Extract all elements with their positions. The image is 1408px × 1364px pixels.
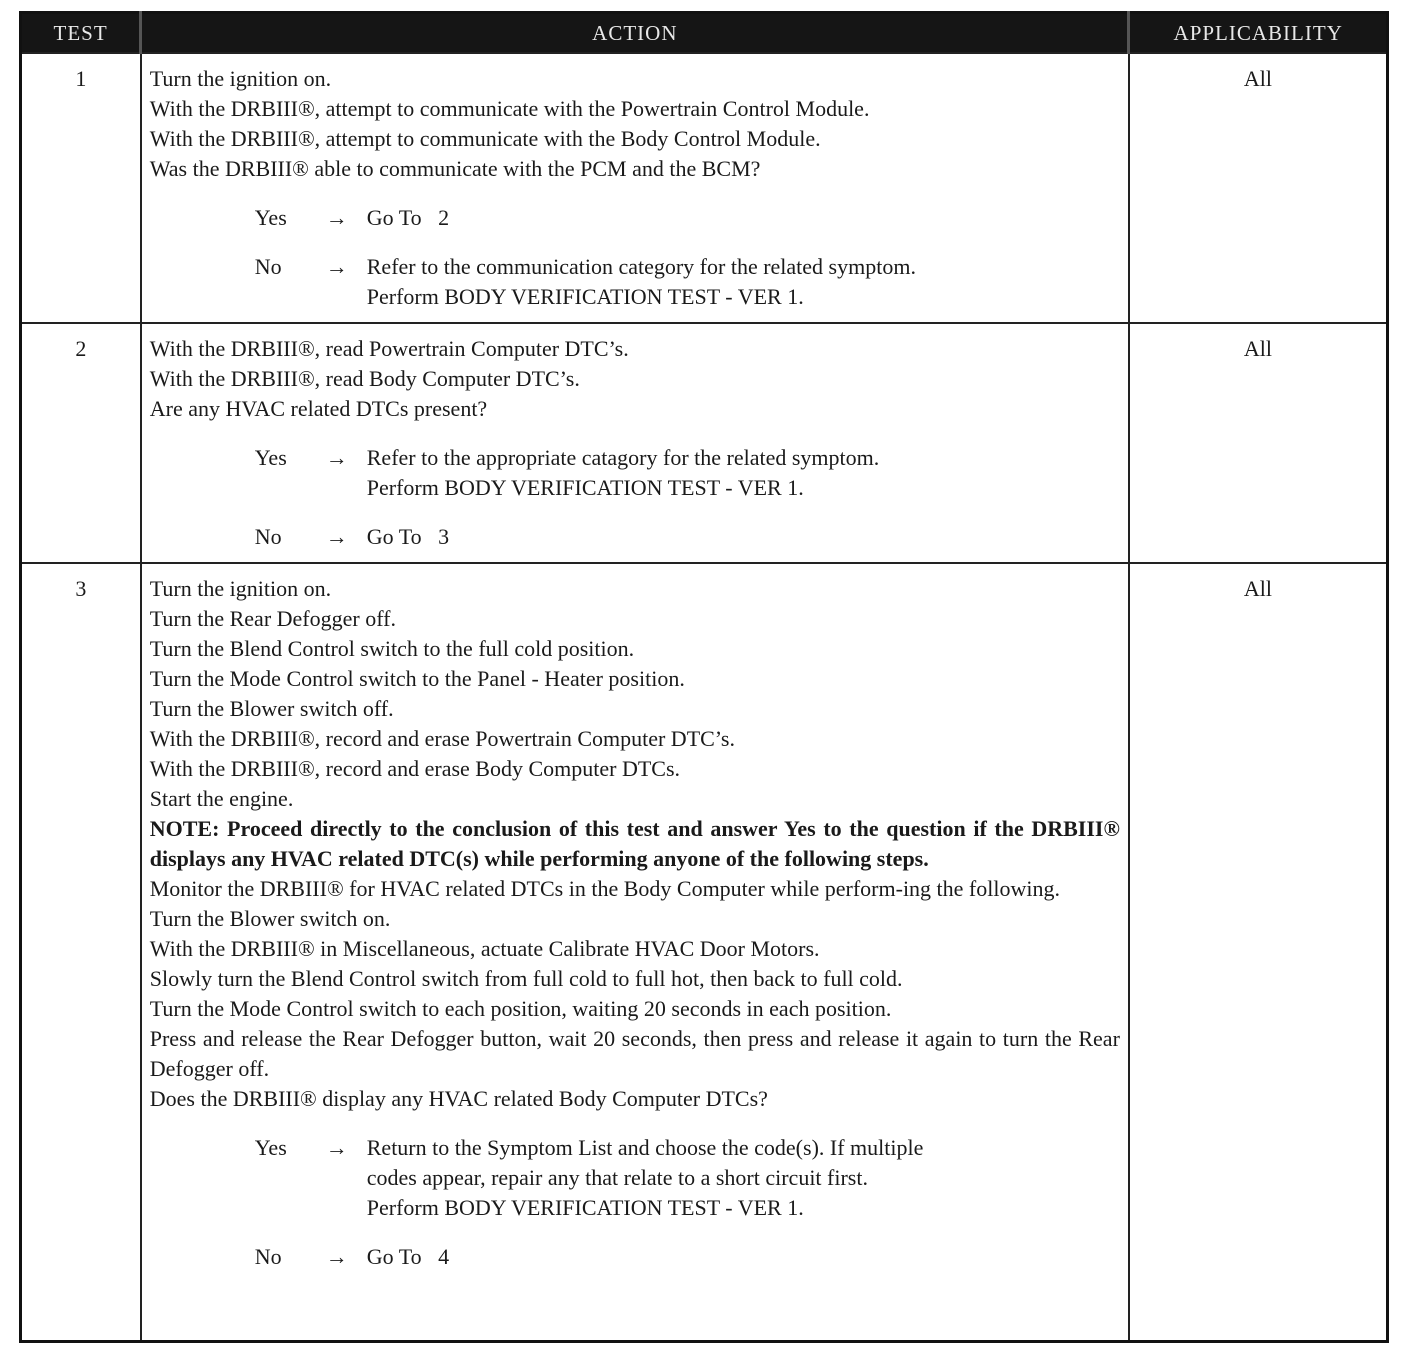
- yes-outcome: [150, 443, 1120, 503]
- yes-result: Refer to the appropriate catagory for the related symptom.: [366, 445, 880, 470]
- header-applicability: APPLICABILITY: [1129, 13, 1388, 54]
- action-line: Turn the ignition on.: [149, 66, 332, 91]
- yes-result: Perform BODY VERIFICATION TEST - VER 1.: [366, 1195, 804, 1220]
- applicability-value: All: [1243, 66, 1273, 91]
- test-number: 2: [75, 336, 87, 361]
- table-row: [21, 323, 1388, 563]
- action-line: Turn the Rear Defogger off.: [149, 606, 396, 631]
- diagnostic-test-table: [19, 11, 1389, 1343]
- arrow-icon: →: [325, 254, 348, 279]
- yes-label: Yes: [254, 205, 287, 230]
- action-line: With the DRBIII®, attempt to communicate with the Powertrain Control Module.: [149, 96, 870, 121]
- action-line: Press and release the Rear Defogger button, wait 20 seconds, then press and release it again to turn the Rear Defogger off.: [149, 1026, 1120, 1081]
- action-line: With the DRBIII®, read Body Computer DTC’s.: [149, 366, 580, 391]
- table-row: [21, 563, 1388, 1341]
- action-line: With the DRBIII®, read Powertrain Computer DTC’s.: [149, 336, 629, 361]
- action-line: With the DRBIII®, record and erase Powertrain Computer DTC’s.: [149, 726, 735, 751]
- arrow-icon: →: [325, 524, 348, 549]
- header-test: TEST: [21, 13, 141, 54]
- action-cell: [141, 323, 1129, 563]
- yes-result: Go To 2: [366, 205, 450, 230]
- action-line: Was the DRBIII® able to communicate with the PCM and the BCM?: [149, 156, 761, 181]
- test-number: 1: [75, 66, 87, 91]
- applicability-cell: [1129, 323, 1388, 563]
- action-line: Turn the Blend Control switch to the full cold position.: [149, 636, 635, 661]
- action-line: Monitor the DRBIII® for HVAC related DTCs in the Body Computer while perform-ing the following.: [149, 876, 1060, 901]
- applicability-value: All: [1243, 576, 1273, 601]
- action-line: Turn the Blower switch on.: [149, 906, 391, 931]
- test-number: 3: [75, 576, 87, 601]
- arrow-icon: →: [325, 205, 348, 230]
- action-line: Turn the ignition on.: [149, 576, 332, 601]
- action-line: With the DRBIII® in Miscellaneous, actuate Calibrate HVAC Door Motors.: [149, 936, 820, 961]
- no-result: Go To 4: [366, 1244, 450, 1269]
- applicability-cell: [1129, 563, 1388, 1341]
- action-line: Does the DRBIII® display any HVAC related Body Computer DTCs?: [149, 1086, 768, 1111]
- yes-result: Return to the Symptom List and choose the code(s). If multiple: [366, 1135, 924, 1160]
- no-outcome: [150, 522, 1120, 552]
- no-outcome: [150, 1242, 1120, 1272]
- test-number-cell: [21, 53, 141, 323]
- yes-label: Yes: [254, 445, 287, 470]
- no-label: No: [254, 524, 282, 549]
- action-line: With the DRBIII®, record and erase Body Computer DTCs.: [149, 756, 681, 781]
- no-result: Refer to the communication category for the related symptom.: [366, 254, 916, 279]
- note-text: NOTE: Proceed directly to the conclusion of this test and answer Yes to the question if the DRBIII® displays any HVAC related DTC(s) while performing anyone of the following steps.: [149, 816, 1120, 871]
- table-row: [21, 53, 1388, 323]
- yes-label: Yes: [254, 1135, 287, 1160]
- action-line: Turn the Mode Control switch to each position, waiting 20 seconds in each position.: [149, 996, 892, 1021]
- action-cell: [141, 563, 1129, 1341]
- yes-outcome: [150, 203, 1120, 233]
- yes-result: Perform BODY VERIFICATION TEST - VER 1.: [366, 475, 804, 500]
- action-line: Turn the Mode Control switch to the Panel - Heater position.: [149, 666, 685, 691]
- table-header-row: [21, 13, 1388, 54]
- no-label: No: [254, 254, 282, 279]
- arrow-icon: →: [325, 1244, 348, 1269]
- action-line: Are any HVAC related DTCs present?: [149, 396, 488, 421]
- yes-outcome: [150, 1133, 1120, 1223]
- action-line: Start the engine.: [149, 786, 294, 811]
- no-label: No: [254, 1244, 282, 1269]
- applicability-value: All: [1243, 336, 1273, 361]
- test-number-cell: [21, 323, 141, 563]
- yes-result: codes appear, repair any that relate to a short circuit first.: [366, 1165, 868, 1190]
- no-result: Go To 3: [366, 524, 450, 549]
- test-number-cell: [21, 563, 141, 1341]
- action-line: Slowly turn the Blend Control switch from full cold to full hot, then back to full cold.: [149, 966, 903, 991]
- no-outcome: [150, 252, 1120, 312]
- action-cell: [141, 53, 1129, 323]
- arrow-icon: →: [325, 445, 348, 470]
- action-line: Turn the Blower switch off.: [149, 696, 394, 721]
- action-line: With the DRBIII®, attempt to communicate with the Body Control Module.: [149, 126, 821, 151]
- no-result: Perform BODY VERIFICATION TEST - VER 1.: [366, 284, 804, 309]
- header-action: ACTION: [141, 13, 1129, 54]
- applicability-cell: [1129, 53, 1388, 323]
- arrow-icon: →: [325, 1135, 348, 1160]
